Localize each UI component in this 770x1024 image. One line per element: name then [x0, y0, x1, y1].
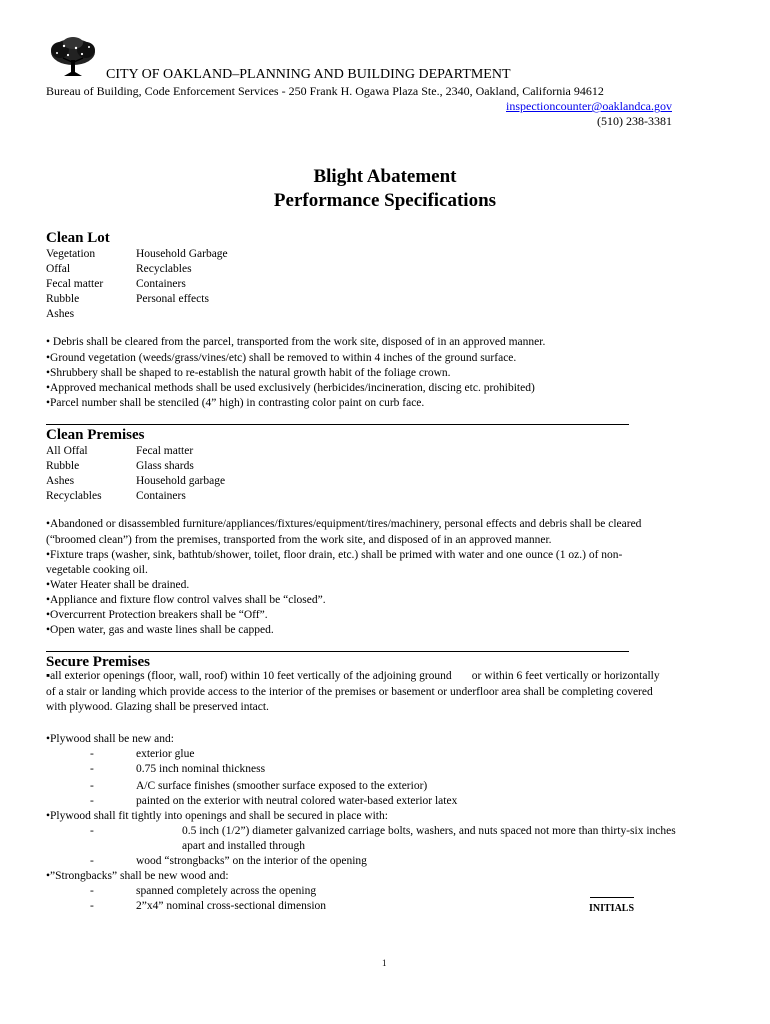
clean-premises-item: Recyclables [46, 490, 102, 502]
dash: - [90, 855, 94, 867]
strongback-item: 2”x4” nominal cross-sectional dimension [136, 900, 327, 912]
dash: - [90, 825, 94, 837]
fit-item-continued: apart and installed through [182, 840, 305, 852]
email-link[interactable]: inspectioncounter@oaklandca.gov [506, 99, 672, 113]
fit-item: 0.5 inch (1/2”) diameter galvanized carriage bolts, washers, and nuts spaced not more than thirty-six inches [182, 825, 676, 837]
clean-premises-line: •Water Heater shall be drained. [46, 579, 190, 591]
clean-lot-item: Recyclables [136, 263, 192, 275]
clean-lot-bullet: •Ground vegetation (weeds/grass/vines/etc) shall be removed to within 4 inches of the ground surface. [46, 352, 517, 364]
oak-tree-logo [46, 36, 100, 78]
clean-lot-item: Rubble [46, 293, 80, 305]
clean-lot-bullet: •Shrubbery shall be shaped to re-establish the natural growth habit of the foliage crown. [46, 367, 451, 379]
secure-premises-para: ▪all exterior openings (floor, wall, roof) within 10 feet vertically of the adjoining ground or within 6 feet vertically or horizontally [46, 670, 660, 682]
clean-premises-item: Ashes [46, 475, 75, 487]
clean-premises-item: All Offal [46, 445, 88, 457]
strongbacks-line: •”Strongbacks” shall be new wood and: [46, 870, 229, 882]
section-divider [46, 651, 629, 652]
clean-lot-item: Fecal matter [46, 278, 104, 290]
clean-lot-item: Ashes [46, 308, 75, 320]
plywood-fit-line: •Plywood shall fit tightly into openings and shall be secured in place with: [46, 810, 388, 822]
document-subtitle: Performance Specifications [273, 190, 497, 211]
dash: - [90, 780, 94, 792]
secure-premises-heading: Secure Premises [46, 654, 150, 670]
clean-lot-heading: Clean Lot [46, 230, 110, 246]
clean-lot-item: Offal [46, 263, 71, 275]
clean-premises-heading: Clean Premises [46, 427, 145, 443]
plywood-item: A/C surface finishes (smoother surface exposed to the exterior) [136, 780, 428, 792]
clean-lot-item: Vegetation [46, 248, 96, 260]
clean-premises-line: (“broomed clean”) from the premises, transported from the work site, and disposed of in an approved manner. [46, 534, 552, 546]
clean-lot-item: Containers [136, 278, 186, 290]
document-title: Blight Abatement [313, 166, 457, 187]
dash: - [90, 763, 94, 775]
secure-premises-para: of a stair or landing which provide access to the interior of the premises or basement or underfloor area shall be completing covered [46, 686, 653, 698]
dash: - [90, 795, 94, 807]
clean-premises-line: vegetable cooking oil. [46, 564, 148, 576]
plywood-item: exterior glue [136, 748, 195, 760]
plywood-item: painted on the exterior with neutral colored water-based exterior latex [136, 795, 458, 807]
page-number: 1 [382, 958, 387, 968]
fit-item: wood “strongbacks” on the interior of the opening [136, 855, 367, 867]
initials-line[interactable] [590, 897, 634, 898]
plywood-item: 0.75 inch nominal thickness [136, 763, 266, 775]
clean-lot-item: Household Garbage [136, 248, 228, 260]
clean-premises-item: Household garbage [136, 475, 226, 487]
clean-premises-line: •Fixture traps (washer, sink, bathtub/shower, toilet, floor drain, etc.) shall be primed with water and one ounce (1 oz.) of non- [46, 549, 623, 561]
clean-premises-item: Rubble [46, 460, 80, 472]
dash: - [90, 885, 94, 897]
clean-premises-item: Fecal matter [136, 445, 194, 457]
secure-premises-para: with plywood. Glazing shall be preserved intact. [46, 701, 269, 713]
phone-number: (510) 238-3381 [597, 114, 672, 128]
strongback-item: spanned completely across the opening [136, 885, 317, 897]
clean-lot-bullet: • Debris shall be cleared from the parcel, transported from the work site, disposed of in an approved manner. [46, 336, 546, 348]
plywood-new-line: •Plywood shall be new and: [46, 733, 174, 745]
dash: - [90, 748, 94, 760]
dash: - [90, 900, 94, 912]
clean-lot-item: Personal effects [136, 293, 209, 305]
bureau-address: Bureau of Building, Code Enforcement Services - 250 Frank H. Ogawa Plaza Ste., 2340, Oakland, California 94612 [46, 84, 604, 98]
section-divider [46, 424, 629, 425]
department-title: CITY OF OAKLAND–PLANNING AND BUILDING DEPARTMENT [106, 67, 511, 82]
clean-lot-bullet: •Parcel number shall be stenciled (4” high) in contrasting color paint on curb face. [46, 397, 425, 409]
clean-premises-item: Glass shards [136, 460, 194, 472]
clean-premises-line: •Appliance and fixture flow control valves shall be “closed”. [46, 594, 326, 606]
clean-premises-line: •Overcurrent Protection breakers shall be “Off”. [46, 609, 268, 621]
clean-premises-item: Containers [136, 490, 186, 502]
clean-lot-bullet: •Approved mechanical methods shall be used exclusively (herbicides/incineration, discing etc. prohibited) [46, 382, 535, 394]
initials-label: INITIALS [589, 903, 635, 914]
clean-premises-line: •Open water, gas and waste lines shall be capped. [46, 624, 274, 636]
clean-premises-line: •Abandoned or disassembled furniture/appliances/fixtures/equipment/tires/machinery, personal effects and debris shall be cleared [46, 518, 642, 530]
